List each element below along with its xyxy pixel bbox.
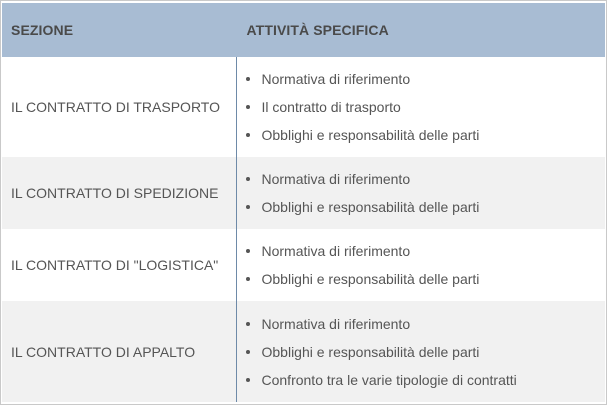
activity-text: Normativa di riferimento	[261, 315, 411, 332]
activity-text: Normativa di riferimento	[261, 71, 411, 87]
table-body	[2, 57, 605, 402]
header-section: SEZIONE	[11, 22, 74, 38]
section-name: IL CONTRATTO DI SPEDIZIONE	[2, 157, 236, 229]
activity-list	[237, 310, 606, 394]
activity-cell	[236, 157, 605, 229]
activity-text: Normativa di riferimento	[261, 243, 411, 259]
header-activity: ATTIVITÀ SPECIFICA	[236, 3, 605, 57]
activity-text: Obblighi e responsabilità delle parti	[261, 271, 480, 287]
section-name: IL CONTRATTO DI APPALTO	[2, 301, 236, 402]
course-sections-table	[2, 3, 605, 402]
bullet-icon	[246, 105, 250, 109]
list-item	[244, 193, 606, 221]
activity-text: Obblighi e responsabilità delle parti	[261, 343, 480, 360]
list-item	[244, 237, 606, 265]
list-item	[244, 265, 606, 293]
list-item	[244, 93, 606, 121]
activity-cell	[236, 57, 605, 157]
bullet-icon	[246, 133, 250, 137]
section-name: IL CONTRATTO DI "LOGISTICA"	[2, 229, 236, 301]
table-row	[2, 301, 605, 402]
table-row	[2, 229, 605, 301]
list-item	[244, 338, 606, 366]
activity-text: Obblighi e responsabilità delle parti	[261, 199, 480, 215]
activity-text: Confronto tra le varie tipologie di contratti	[261, 371, 517, 388]
table-row	[2, 157, 605, 229]
bullet-icon	[246, 378, 250, 382]
list-item	[244, 121, 606, 149]
table-header	[2, 3, 605, 57]
activity-cell	[236, 301, 605, 402]
list-item	[244, 310, 606, 338]
bullet-icon	[246, 350, 250, 354]
header-row	[2, 3, 605, 57]
bullet-icon	[246, 205, 250, 209]
activity-cell	[236, 229, 605, 301]
activity-text: Il contratto di trasporto	[261, 99, 401, 115]
list-item	[244, 165, 606, 193]
activity-list	[237, 65, 606, 149]
activity-text: Normativa di riferimento	[261, 171, 411, 187]
table-row	[2, 57, 605, 157]
activity-list	[237, 237, 606, 293]
bullet-icon	[246, 322, 250, 326]
list-item	[244, 65, 606, 93]
bullet-icon	[246, 177, 250, 181]
list-item	[244, 366, 606, 394]
bullet-icon	[246, 249, 250, 253]
section-name: IL CONTRATTO DI TRASPORTO	[2, 57, 236, 157]
bullet-icon	[246, 77, 250, 81]
activity-text: Obblighi e responsabilità delle parti	[261, 127, 480, 143]
bullet-icon	[246, 277, 250, 281]
activity-list	[237, 165, 606, 221]
